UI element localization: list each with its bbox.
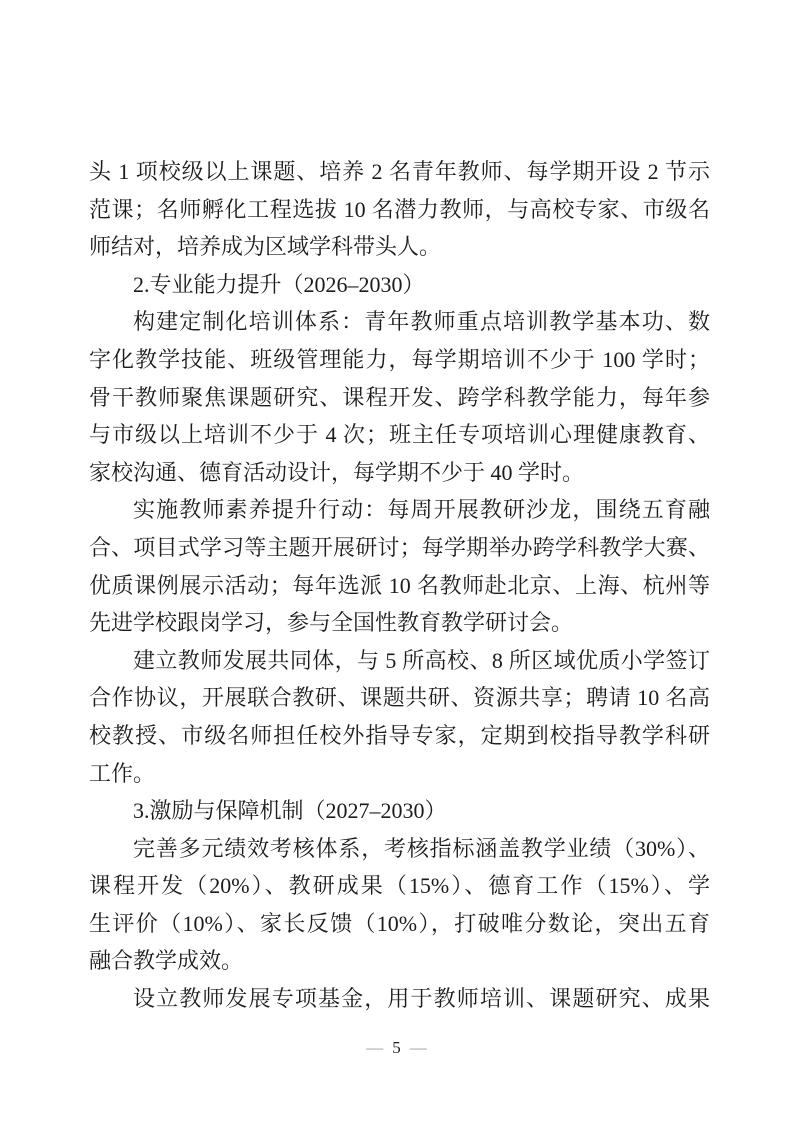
section-heading <box>89 792 710 830</box>
text-line: 建立教师发展共同体，与 5 所高校、8 所区域优质小学签订 <box>133 647 710 673</box>
text-line: 融合教学成效。 <box>89 948 244 974</box>
text-line: 完善多元绩效考核体系，考核指标涵盖教学业绩（30%）、 <box>133 835 710 861</box>
paragraph <box>89 642 710 792</box>
document-body <box>89 153 710 1018</box>
footer-dash-left: — <box>366 1038 384 1057</box>
text-line: 与市级以上培训不少于 4 次；班主任专项培训心理健康教育、 <box>89 422 710 448</box>
text-line: 头 1 项校级以上课题、培养 2 名青年教师、每学期开设 2 节示 <box>89 159 710 184</box>
text-line: 校教授、市级名师担任校外指导专家，定期到校指导教学科研 <box>89 722 710 748</box>
text-line: 家校沟通、德育活动设计，每学期不少于 40 学时。 <box>89 459 585 485</box>
text-line: 2.专业能力提升（2026–2030） <box>133 271 425 297</box>
paragraph <box>89 980 710 1018</box>
text-line: 优质课例展示活动；每年选派 10 名教师赴北京、上海、杭州等 <box>89 572 710 598</box>
text-line: 师结对，培养成为区域学科带头人。 <box>89 234 442 260</box>
text-line: 字化教学技能、班级管理能力，每学期培训不少于 100 学时； <box>89 346 710 372</box>
text-line: 范课；名师孵化工程选拔 10 名潜力教师，与高校专家、市级名 <box>89 196 710 222</box>
paragraph <box>89 491 710 641</box>
page-footer <box>0 1036 793 1060</box>
text-line: 合、项目式学习等主题开展研讨；每学期举办跨学科教学大赛、 <box>89 534 710 560</box>
paragraph <box>89 830 710 980</box>
text-line: 实施教师素养提升行动：每周开展教研沙龙，围绕五育融 <box>133 497 710 523</box>
page-number: 5 <box>392 1038 401 1057</box>
text-line: 构建定制化培训体系：青年教师重点培训教学基本功、数 <box>133 309 710 335</box>
section-heading <box>89 266 710 304</box>
text-line: 骨干教师聚焦课题研究、课程开发、跨学科教学能力，每年参 <box>89 384 710 410</box>
text-line: 设立教师发展专项基金，用于教师培训、课题研究、成果 <box>133 986 710 1012</box>
paragraph-continuation <box>89 153 710 266</box>
text-line: 合作协议，开展联合教研、课题共研、资源共享；聘请 10 名高 <box>89 685 710 711</box>
footer-dash-right: — <box>409 1038 427 1057</box>
text-line: 先进学校跟岗学习，参与全国性教育教学研讨会。 <box>89 610 574 636</box>
text-line: 3.激励与保障机制（2027–2030） <box>133 798 447 824</box>
text-line: 生评价（10%）、家长反馈（10%），打破唯分数论，突出五育 <box>89 910 710 936</box>
paragraph <box>89 303 710 491</box>
text-line: 课程开发（20%）、教研成果（15%）、德育工作（15%）、学 <box>89 873 710 899</box>
text-line: 工作。 <box>89 760 156 786</box>
